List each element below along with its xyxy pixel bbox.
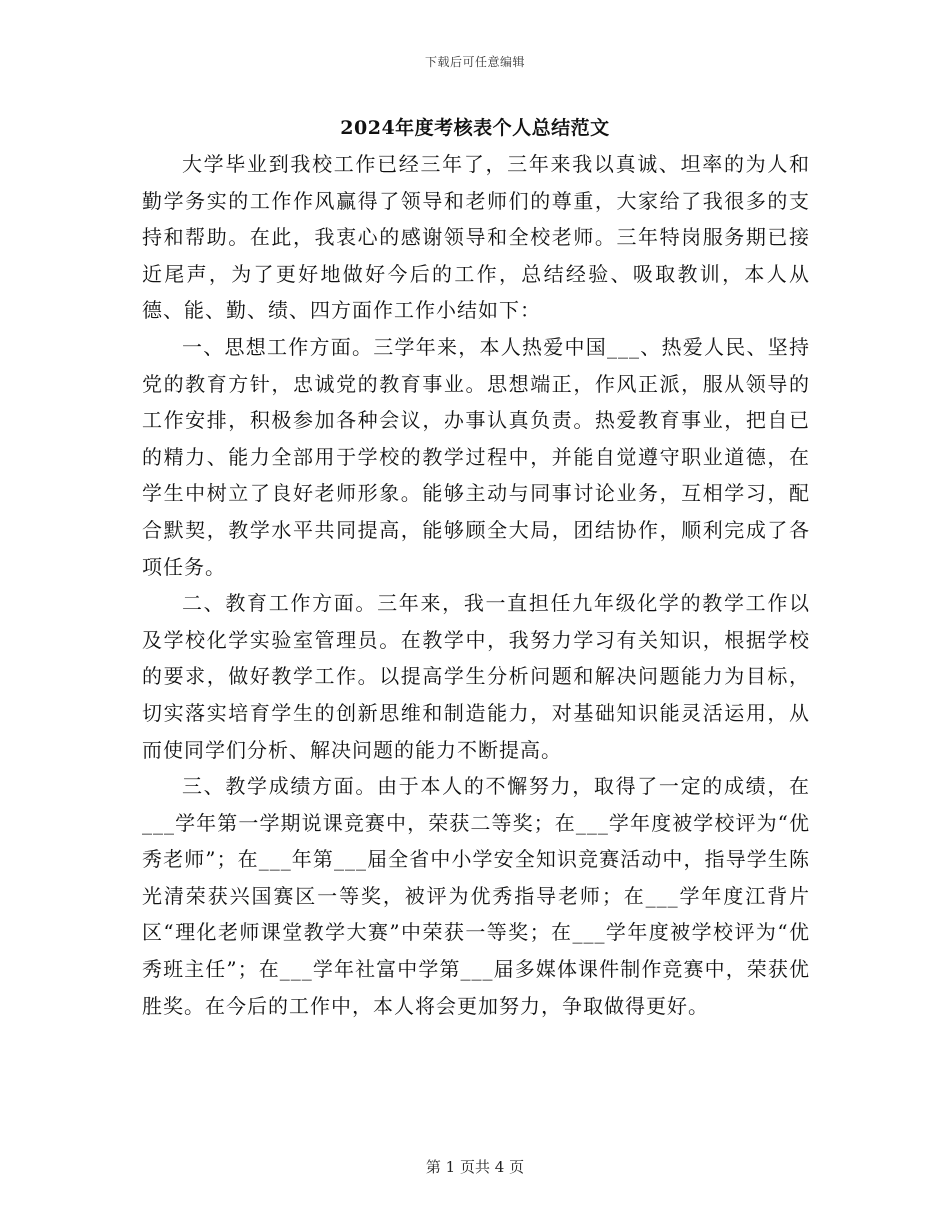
paragraph-ideology: 一、思想工作方面。三学年来，本人热爱中国___、热爱人民、坚持党的教育方针，忠诚党的教育事业。思想端正，作风正派，服从领导的工作安排，积极参加各种会议，办事认真负责。热爱教育事业，把自已的精力、能力全部用于学校的教学过程中，并能自觉遵守职业道德，在学生中树立了良好老师形象。能够主动与同事讨论业务，互相学习，配合默契，教学水平共同提高，能够顾全大局，团结协作，顺利完成了各项任务。: [142, 334, 810, 579]
paragraph-intro: 大学毕业到我校工作已经三年了，三年来我以真诚、坦率的为人和勤学务实的工作作风赢得了领导和老师们的尊重，大家给了我很多的支持和帮助。在此，我衷心的感谢领导和全校老师。三年特岗服务期已接近尾声，为了更好地做好今后的工作，总结经验、吸取教训，本人从德、能、勤、绩、四方面作工作小结如下：: [142, 152, 810, 323]
page-number-indicator: 第 1 页共 4 页: [425, 1158, 525, 1176]
paragraph-education: 二、教育工作方面。三年来，我一直担任九年级化学的教学工作以及学校化学实验室管理员。在教学中，我努力学习有关知识，根据学校的要求，做好教学工作。以提高学生分析问题和解决问题能力为目标，切实落实培育学生的创新思维和制造能力，对基础知识能灵活运用，从而使同学们分析、解决问题的能力不断提高。: [142, 591, 810, 762]
paragraph-achievements: 三、教学成绩方面。由于本人的不懈努力，取得了一定的成绩，在___学年第一学期说课竞赛中，荣获二等奖；在___学年度被学校评为“优秀老师”；在___年第___届全省中小学安全知识竞赛活动中，指导学生陈光清荣获兴国赛区一等奖，被评为优秀指导老师；在___学年度江背片区“理化老师课堂教学大赛”中荣获一等奖；在___学年度被学校评为“优秀班主任”；在___学年社富中学第___届多媒体课件制作竞赛中，荣获优胜奖。在今后的工作中，本人将会更加努力，争取做得更好。: [142, 774, 810, 1018]
page-header-note: 下载后可任意编辑: [424, 55, 525, 69]
document-title: 2024年度考核表个人总结范文: [340, 117, 610, 139]
document-body: [142, 146, 810, 1024]
